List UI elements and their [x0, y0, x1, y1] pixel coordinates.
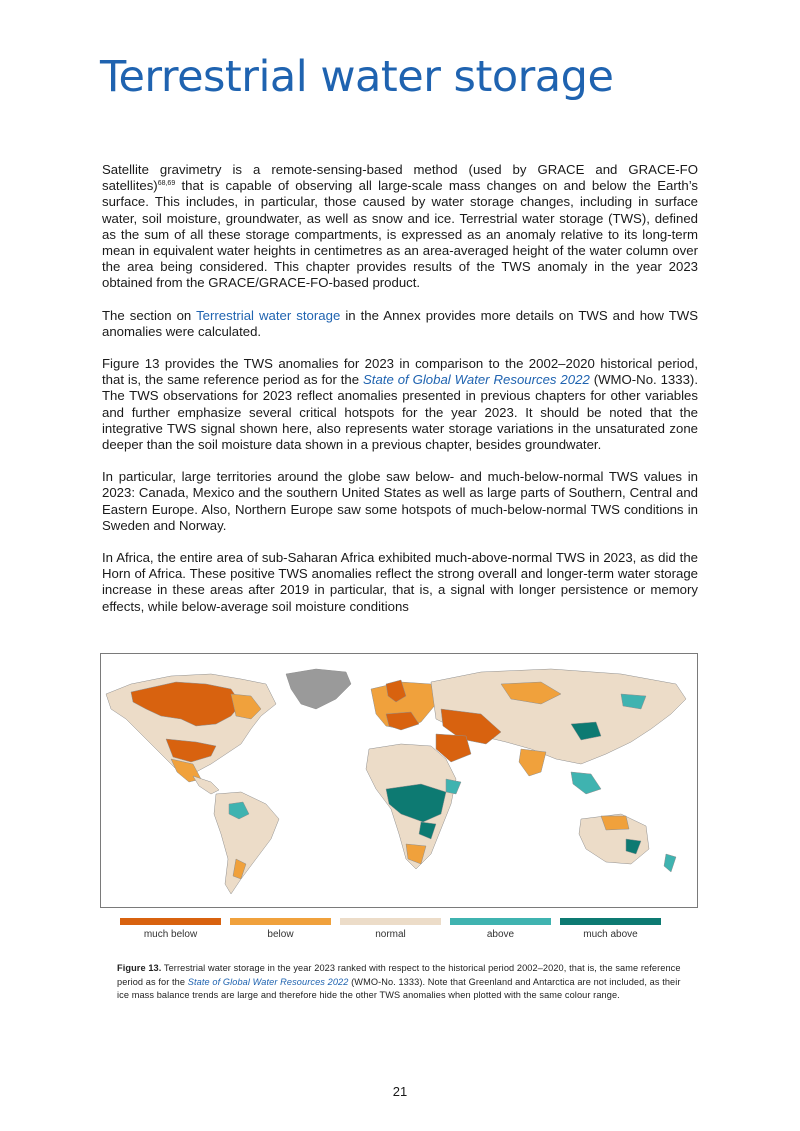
legend-swatch [230, 918, 331, 925]
legend-swatch [450, 918, 551, 925]
page-number: 21 [392, 1084, 408, 1099]
legend-item-much-above [560, 918, 661, 940]
legend-label: much above [583, 929, 638, 940]
world-map-svg [101, 654, 697, 907]
footnote-ref[interactable]: 68,69 [157, 180, 176, 188]
legend-item-normal [340, 918, 441, 940]
tws-world-map [100, 653, 698, 908]
map-legend [120, 918, 680, 942]
southeast-asia-region [571, 772, 601, 794]
legend-label: below [267, 929, 294, 940]
greenland-region [286, 669, 351, 709]
legend-swatch [340, 918, 441, 925]
caption-text-a: Terrestrial water storage in the year 2023 ranked with respect to the historical period 2002–2020, that is, the same reference period as for the [117, 963, 681, 987]
legend-item-much-below [120, 918, 221, 940]
legend-item-above [450, 918, 551, 940]
south-america-region [214, 792, 279, 894]
paragraph-2-text-a: The section on [102, 307, 197, 323]
legend-swatch [120, 918, 221, 925]
caption-report-link[interactable]: State of Global Water Resources 2022 [187, 976, 349, 987]
legend-label: much below [143, 929, 198, 940]
central-america-region [193, 776, 219, 794]
annex-link[interactable]: Terrestrial water storage [196, 307, 341, 323]
report-link[interactable]: State of Global Water Resources 2022 [363, 372, 590, 388]
legend-item-below [230, 918, 331, 940]
horn-of-africa-region [446, 779, 461, 794]
paragraph-4: In particular, large territories around the globe saw below- and much-below-normal TWS values in 2023: Canada, Mexico and the southern United States as well as large parts of Southern, Central and Eastern Europe. Also, Northern Europe saw some hotspots of much-below-normal TWS conditions in Sweden and Norway. [102, 469, 698, 533]
paragraph-2-text-b: in the Annex provides more details on TWS and how TWS anomalies were calculated. [102, 307, 699, 339]
australia-north-region [601, 816, 629, 830]
legend-label: above [486, 929, 515, 940]
legend-label: normal [375, 929, 406, 940]
body-text [102, 162, 698, 631]
paragraph-3 [102, 356, 698, 453]
paragraph-1 [102, 162, 698, 292]
south-asia-region [519, 749, 546, 776]
paragraph-1-text-b: that is capable of observing all large-scale mass changes on and below the Earth’s surface. This includes, in particular, those caused by water storage changes, including in surface water, soil moisture, groundwater, as well as snow and ice. Terrestrial water storage (TWS), defined as the sum of all these storage compartments, is expressed as an anomaly relative to its long-term mean in equivalent water heights in centimetres as an area-averaged height of the water column over the area being considered. This chapter provides results of the TWS anomaly in the year 2023 obtained from the GRACE/GRACE-FO-based product. [102, 178, 698, 291]
paragraph-3-text-b: (WMO-No. 1333). The TWS observations for 2023 reflect anomalies presented in previous chapters for other variables and further emphasize several critical hotspots for the year 2023. It should be noted that the integrative TWS signal shown here, also represents water storage variations in the unsaturated zone deeper than the soil moisture data shown in a previous chapter, besides groundwater. [102, 372, 698, 453]
paragraph-2 [102, 308, 698, 340]
legend-swatch [560, 918, 661, 925]
figure-caption [117, 962, 687, 1003]
page-title: Terrestrial water storage [100, 52, 614, 102]
paragraph-5: In Africa, the entire area of sub-Saharan Africa exhibited much-above-normal TWS in 2023, as did the Horn of Africa. These positive TWS anomalies reflect the strong overall and longer-term water storage increase in these areas after 2019 in particular, that is, a signal with longer persistence or memory effects, while below-average soil moisture conditions [102, 550, 698, 614]
caption-text-b: (WMO-No. 1333). Note that Greenland and Antarctica are not included, as their ice mass balance trends are large and therefore hide the other TWS anomalies when plotted with the same colour range. [117, 976, 681, 1001]
new-zealand-region [664, 854, 676, 872]
caption-label: Figure 13. [117, 963, 162, 973]
paragraph-1-text-a: Satellite gravimetry is a remote-sensing-based method (used by GRACE and GRACE-FO satellites) [102, 162, 698, 194]
paragraph-3-text-a: Figure 13 provides the TWS anomalies for 2023 in comparison to the 2002–2020 historical period, that is, the same reference period as for the [102, 356, 698, 388]
